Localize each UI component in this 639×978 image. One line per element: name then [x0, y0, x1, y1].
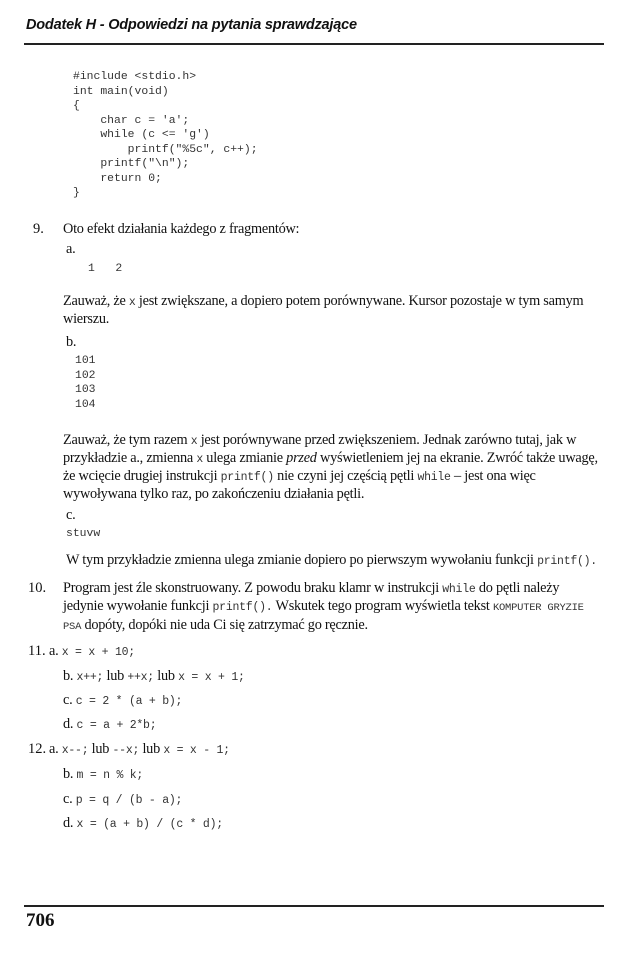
- q9b-label: b.: [66, 334, 77, 350]
- q9c-label: c.: [66, 507, 76, 523]
- q12c: c. p = q / (b - a);: [63, 791, 183, 807]
- q9a-output: 1 2: [88, 263, 123, 275]
- q9-intro: Oto efekt działania każdego z fragmentów:: [63, 221, 300, 237]
- q11b: b. x++; lub ++x; lub x = x + 1;: [63, 668, 245, 684]
- q9a-label: a.: [66, 241, 76, 257]
- q10-text: Program jest źle skonstruowany. Z powodu braku klamr w instrukcji while do pętli należy jedynie wywołanie funkcji printf(). Wskutek tego program wyświetla tekst KOMPUTER GRYZIE PSA dopóty, dopóki nie uda Ci się zatrzymać go ręcznie.: [63, 580, 584, 633]
- q10-number: 10.: [28, 580, 47, 596]
- q9c-note: W tym przykładzie zmienna ulega zmianie dopiero po pierwszym wywołaniu funkcji printf().: [66, 552, 597, 568]
- q12b: b. m = n % k;: [63, 766, 144, 782]
- footer-rule: [24, 905, 604, 907]
- code-listing: #include <stdio.h> int main(void) { char c = 'a'; while (c <= 'g') printf("%5c", c++); printf("\n"); return 0; }: [73, 71, 258, 199]
- q11d: d. c = a + 2*b;: [63, 716, 157, 732]
- page-number: 706: [26, 910, 55, 931]
- q9b-output: 101 102 103 104: [75, 355, 96, 411]
- q12-number: 12.: [28, 741, 47, 757]
- q11a: a. x = x + 10;: [49, 643, 135, 659]
- q9c-output: stuvw: [66, 528, 101, 540]
- header-rule: [24, 43, 604, 45]
- q9-number: 9.: [33, 221, 44, 237]
- q12d: d. x = (a + b) / (c * d);: [63, 815, 223, 831]
- q9a-note: Zauważ, że x jest zwiększane, a dopiero potem porównywane. Kursor pozostaje w tym samym wierszu.: [63, 293, 584, 327]
- q11c: c. c = 2 * (a + b);: [63, 692, 183, 708]
- q12a: a. x--; lub --x; lub x = x - 1;: [49, 741, 230, 757]
- running-header: Dodatek H - Odpowiedzi na pytania sprawdzające: [26, 17, 357, 33]
- q11-number: 11.: [28, 643, 46, 659]
- q9b-note: Zauważ, że tym razem x jest porównywane przed zwiększeniem. Jednak zarówno tutaj, jak w przykładzie a., zmienna x ulega zmianie przed wyświetleniem jej na ekranie. Zwróć także uwagę, że wcięcie drugiej instrukcji printf() nie czyni jej częścią pętli while – jest ona więc wywoływana tylko raz, po zakończeniu działania pętli.: [63, 432, 598, 502]
